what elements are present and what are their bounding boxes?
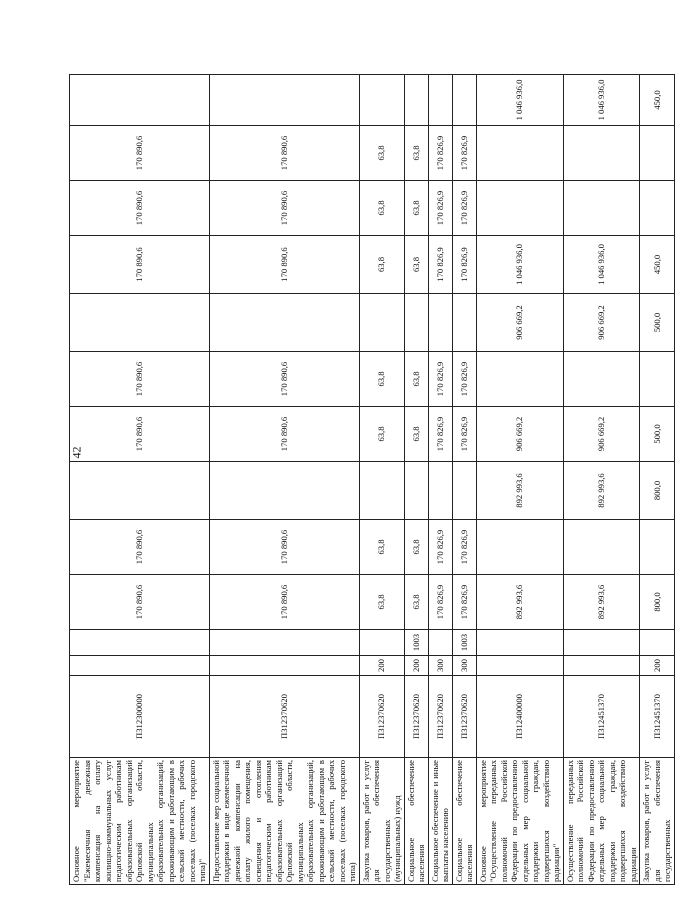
subsection <box>209 630 359 656</box>
amount-c1: 800,0 <box>640 575 675 630</box>
amount-c1: 170 890,6 <box>70 575 210 630</box>
row-name: Осуществление переданных полномочий Российской Федерации по предоставлению отдельных мер социальной поддержки граждан, подвергшихся воздействию радиации <box>563 758 640 885</box>
amount-c6 <box>359 294 404 352</box>
amount-c7: 170 890,6 <box>70 236 210 294</box>
page-number: 42 <box>69 446 84 459</box>
expense-type: 200 <box>404 656 428 676</box>
amount-c1: 892 993,6 <box>563 575 640 630</box>
amount-c9: 170 826,9 <box>452 126 476 181</box>
table-row <box>209 75 359 885</box>
amount-c10 <box>428 75 452 126</box>
amount-c8: 170 826,9 <box>428 181 452 236</box>
amount-c9: 63,8 <box>359 126 404 181</box>
amount-c4: 906 669,2 <box>476 407 563 462</box>
amount-c2: 170 890,6 <box>209 520 359 575</box>
target-code: П312400000 <box>476 676 563 758</box>
amount-c5: 63,8 <box>359 352 404 407</box>
subsection <box>563 630 640 656</box>
table-row <box>452 75 476 885</box>
amount-c9: 170 890,6 <box>70 126 210 181</box>
amount-c2: 170 890,6 <box>70 520 210 575</box>
amount-c10 <box>209 75 359 126</box>
amount-c3 <box>359 462 404 520</box>
expense-type <box>476 656 563 676</box>
amount-c2 <box>563 520 640 575</box>
amount-c7: 170 890,6 <box>209 236 359 294</box>
subsection <box>476 630 563 656</box>
amount-c8: 170 826,9 <box>452 181 476 236</box>
amount-c7: 63,8 <box>404 236 428 294</box>
row-name: Закупка товаров, работ и услуг для обеспечения государственных (муниципальных) нужд <box>359 758 404 885</box>
table-body <box>70 75 675 885</box>
subsection <box>428 630 452 656</box>
amount-c8: 63,8 <box>359 181 404 236</box>
amount-c8 <box>563 181 640 236</box>
row-name: Закупка товаров, работ и услуг для обеспечения государственных <box>640 758 675 885</box>
row-name: Социальное обеспечение населения <box>404 758 428 885</box>
amount-c3 <box>209 462 359 520</box>
amount-c2: 63,8 <box>359 520 404 575</box>
amount-c5 <box>476 352 563 407</box>
amount-c9: 63,8 <box>404 126 428 181</box>
amount-c8 <box>476 181 563 236</box>
amount-c10: 450,0 <box>640 75 675 126</box>
amount-c7: 450,0 <box>640 236 675 294</box>
amount-c3 <box>70 462 210 520</box>
table-row <box>359 75 404 885</box>
table-row <box>428 75 452 885</box>
row-name: Социальное обеспечение населения <box>452 758 476 885</box>
amount-c1: 170 890,6 <box>209 575 359 630</box>
amount-c8: 170 890,6 <box>70 181 210 236</box>
amount-c6: 906 669,2 <box>476 294 563 352</box>
amount-c9: 170 826,9 <box>428 126 452 181</box>
subsection <box>359 630 404 656</box>
row-name: Основное мероприятие "Ежемесячная денежная компенсация на оплату жилищно-коммунальных услуг педагогическим работникам образовательных организаций Орловской области, муниципальных образовательных организаций, проживающим и работающим в сельской местности, рабочих поселках (поселках городского типа)" <box>70 758 210 885</box>
subsection <box>70 630 210 656</box>
table-row <box>563 75 640 885</box>
amount-c9 <box>640 126 675 181</box>
amount-c4: 170 826,9 <box>452 407 476 462</box>
amount-c4: 500,0 <box>640 407 675 462</box>
amount-c2 <box>640 520 675 575</box>
amount-c5: 63,8 <box>404 352 428 407</box>
target-code: П312370620 <box>452 676 476 758</box>
amount-c9: 170 890,6 <box>209 126 359 181</box>
target-code: П312451370 <box>563 676 640 758</box>
amount-c4: 906 669,2 <box>563 407 640 462</box>
amount-c1: 892 993,6 <box>476 575 563 630</box>
amount-c10: 1 046 936,0 <box>563 75 640 126</box>
amount-c5: 170 890,6 <box>209 352 359 407</box>
amount-c7: 170 826,9 <box>428 236 452 294</box>
table-row <box>404 75 428 885</box>
amount-c7: 63,8 <box>359 236 404 294</box>
amount-c3: 892 993,6 <box>563 462 640 520</box>
amount-c10 <box>70 75 210 126</box>
expense-type <box>70 656 210 676</box>
amount-c10: 1 046 936,0 <box>476 75 563 126</box>
amount-c2: 170 826,9 <box>428 520 452 575</box>
amount-c1: 170 826,9 <box>428 575 452 630</box>
rotated-table-frame <box>69 75 672 885</box>
amount-c1: 170 826,9 <box>452 575 476 630</box>
amount-c3: 800,0 <box>640 462 675 520</box>
target-code: П312370620 <box>404 676 428 758</box>
amount-c2 <box>476 520 563 575</box>
amount-c5 <box>640 352 675 407</box>
amount-c6: 500,0 <box>640 294 675 352</box>
amount-c4: 63,8 <box>404 407 428 462</box>
amount-c9 <box>563 126 640 181</box>
amount-c1: 63,8 <box>359 575 404 630</box>
amount-c3: 892 993,6 <box>476 462 563 520</box>
amount-c5: 170 890,6 <box>70 352 210 407</box>
target-code: П312370620 <box>428 676 452 758</box>
amount-c4: 170 826,9 <box>428 407 452 462</box>
expense-type: 200 <box>640 656 675 676</box>
amount-c4: 170 890,6 <box>209 407 359 462</box>
amount-c3 <box>404 462 428 520</box>
expense-type: 200 <box>359 656 404 676</box>
amount-c3 <box>452 462 476 520</box>
amount-c8 <box>640 181 675 236</box>
table-row <box>476 75 563 885</box>
amount-c7: 1 046 936,0 <box>563 236 640 294</box>
amount-c6 <box>428 294 452 352</box>
amount-c9 <box>476 126 563 181</box>
amount-c4: 170 890,6 <box>70 407 210 462</box>
target-code: П312370620 <box>359 676 404 758</box>
amount-c2: 63,8 <box>404 520 428 575</box>
amount-c7: 170 826,9 <box>452 236 476 294</box>
amount-c10 <box>404 75 428 126</box>
amount-c10 <box>359 75 404 126</box>
budget-table <box>69 74 675 885</box>
amount-c6: 906 669,2 <box>563 294 640 352</box>
target-code: П312300000 <box>70 676 210 758</box>
amount-c7: 1 046 936,0 <box>476 236 563 294</box>
subsection <box>640 630 675 656</box>
amount-c8: 170 890,6 <box>209 181 359 236</box>
amount-c6 <box>404 294 428 352</box>
subsection: 1003 <box>452 630 476 656</box>
expense-type: 300 <box>428 656 452 676</box>
amount-c10 <box>452 75 476 126</box>
table-row <box>640 75 675 885</box>
amount-c1: 63,8 <box>404 575 428 630</box>
amount-c5 <box>563 352 640 407</box>
subsection: 1003 <box>404 630 428 656</box>
target-code: П312370620 <box>209 676 359 758</box>
amount-c6 <box>452 294 476 352</box>
amount-c3 <box>428 462 452 520</box>
amount-c2: 170 826,9 <box>452 520 476 575</box>
amount-c4: 63,8 <box>359 407 404 462</box>
amount-c8: 63,8 <box>404 181 428 236</box>
table-row <box>70 75 210 885</box>
amount-c6 <box>209 294 359 352</box>
expense-type <box>563 656 640 676</box>
expense-type <box>209 656 359 676</box>
row-name: Основное мероприятие "Осуществление переданных полномочий Российской Федерации по предоставлению отдельных мер социальной поддержки граждан, подвергшихся воздействию радиации" <box>476 758 563 885</box>
row-name: Предоставление мер социальной поддержки в виде ежемесячной денежной компенсации на оплату жилого помещения, освещения и отопления педагогическим работникам образовательных организаций Орловской области, муниципальных образовательных организаций, проживающим и работающим в сельской местности, рабочих поселках (поселках городского типа) <box>209 758 359 885</box>
amount-c6 <box>70 294 210 352</box>
amount-c5: 170 826,9 <box>428 352 452 407</box>
row-name: Социальное обеспечение и иные выплаты населению <box>428 758 452 885</box>
target-code: П312451370 <box>640 676 675 758</box>
expense-type: 300 <box>452 656 476 676</box>
amount-c5: 170 826,9 <box>452 352 476 407</box>
